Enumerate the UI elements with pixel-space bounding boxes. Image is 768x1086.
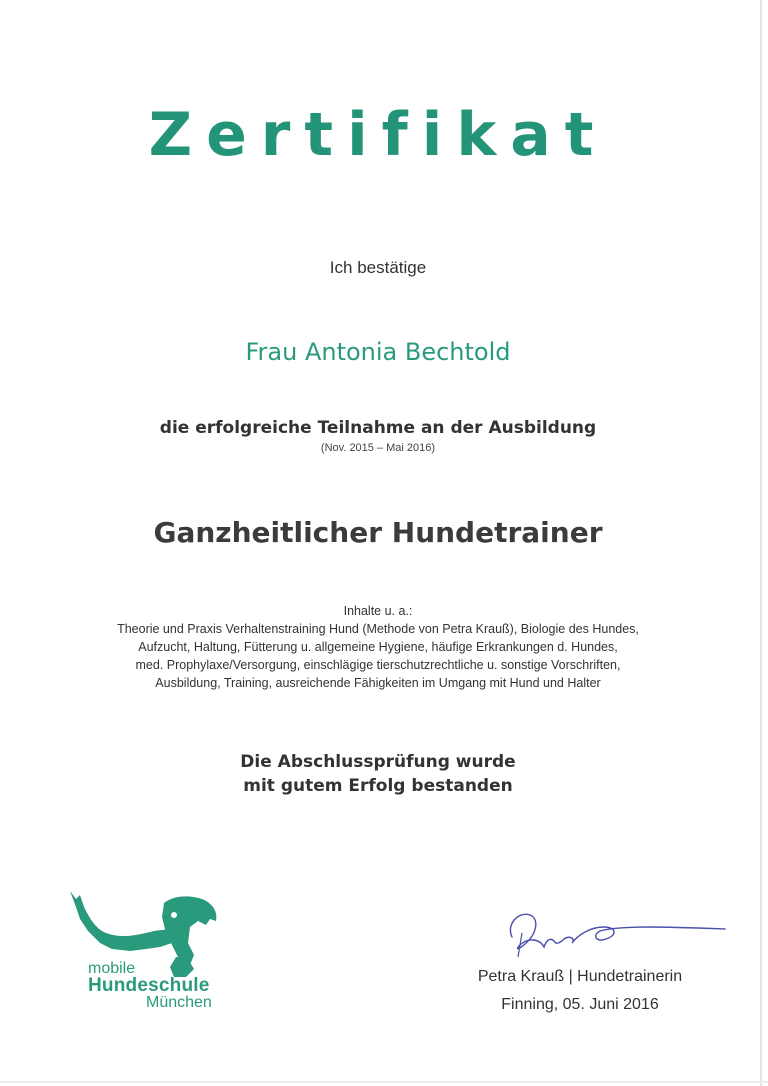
- exam-result: [0, 750, 756, 798]
- course-name: Ganzheitlicher Hundetrainer: [153, 516, 603, 549]
- page-edge-bottom: [0, 1081, 768, 1083]
- page-edge-right: [760, 0, 762, 1086]
- contents-line: Theorie und Praxis Verhaltenstraining Hund (Methode von Petra Krauß), Biologie des Hundes,: [117, 622, 639, 636]
- logo-line-hundeschule: Hundeschule: [88, 975, 210, 996]
- signer-name-role: Petra Krauß | Hundetrainerin: [477, 968, 683, 985]
- contents-line: Aufzucht, Haltung, Fütterung u. allgemeine Hygiene, häufige Erkrankungen d. Hundes,: [138, 640, 618, 654]
- contents-line: Ausbildung, Training, ausreichende Fähigkeiten im Umgang mit Hund und Halter: [155, 676, 601, 690]
- recipient-name: Frau Antonia Bechtold: [245, 338, 511, 366]
- course-contents: [0, 602, 756, 692]
- contents-heading: Inhalte u. a.:: [343, 604, 413, 618]
- hundeschule-logo: [66, 885, 236, 1025]
- logo-line-muenchen: München: [146, 994, 212, 1011]
- logo-line-mobile: mobile: [88, 960, 136, 977]
- exam-line: Die Abschlussprüfung wurde: [240, 752, 516, 772]
- exam-line: mit gutem Erfolg bestanden: [243, 776, 513, 796]
- participation-text: die erfolgreiche Teilnahme an der Ausbildung: [159, 418, 597, 438]
- logo-text: [88, 960, 212, 1011]
- certificate-title: Zertifikat: [148, 100, 608, 170]
- confirm-text: Ich bestätige: [329, 258, 427, 277]
- contents-line: med. Prophylaxe/Versorgung, einschlägige tierschutzrechtliche u. sonstige Vorschriften,: [135, 658, 621, 672]
- place-and-date: Finning, 05. Juni 2016: [501, 996, 659, 1013]
- handwritten-signature: [500, 905, 730, 965]
- training-period: (Nov. 2015 – Mai 2016): [320, 442, 436, 454]
